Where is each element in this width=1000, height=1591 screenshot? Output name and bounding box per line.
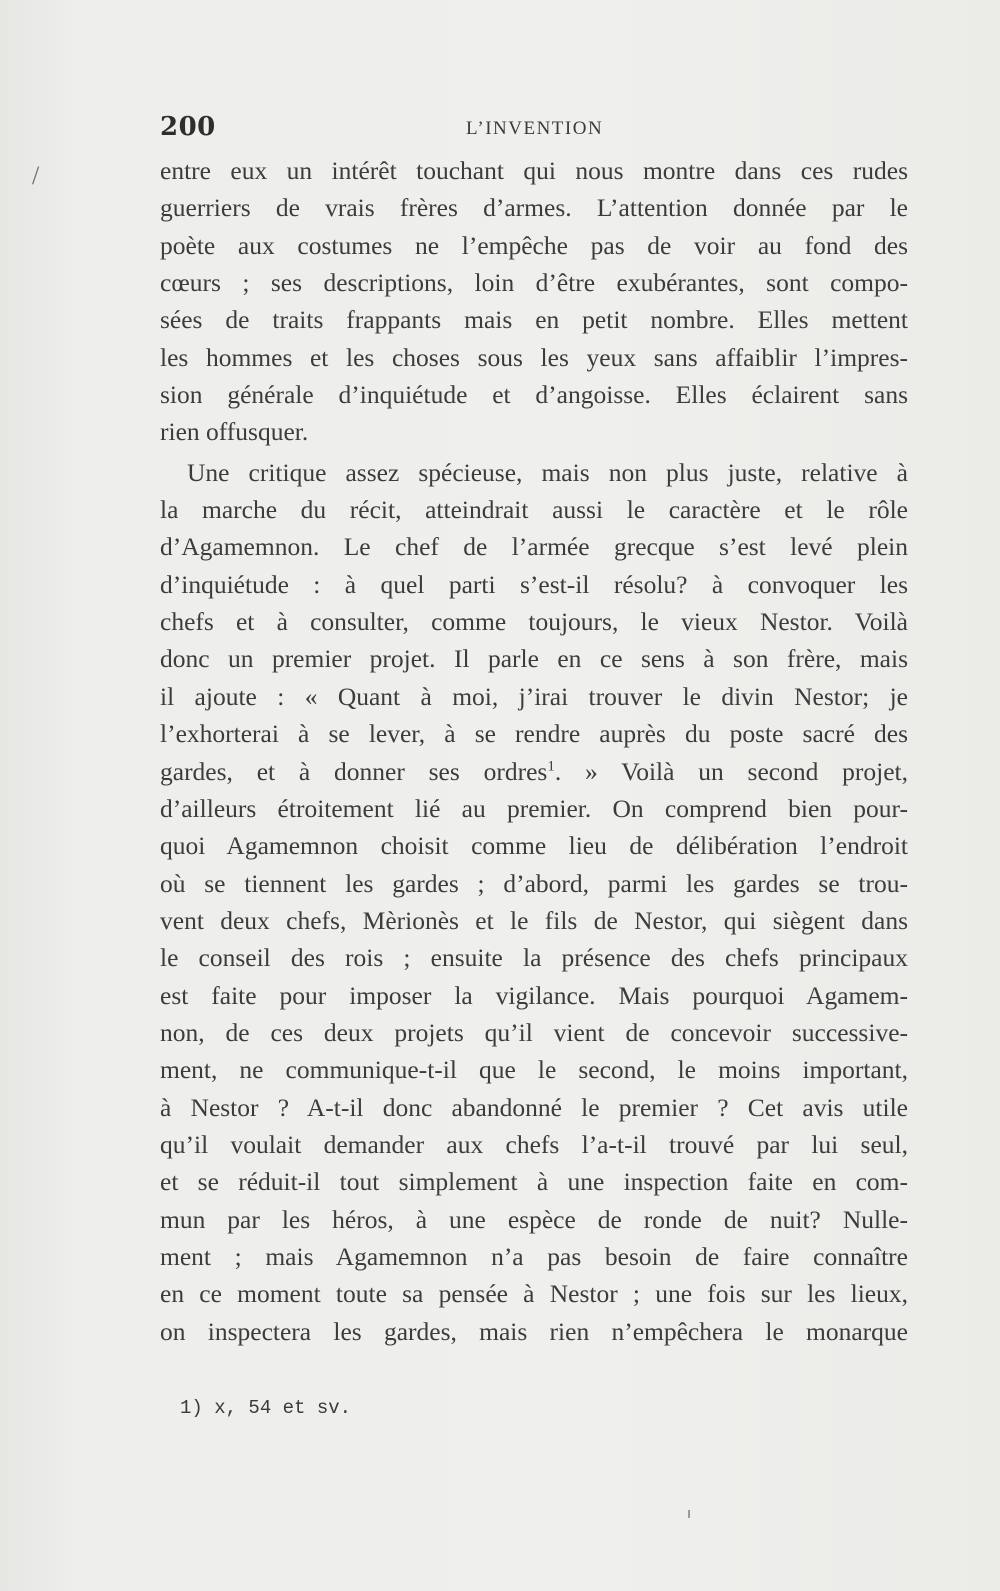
text-line: donc un premier projet. Il parle en ce sens à son frère, mais	[160, 644, 908, 674]
footnote: 1) x, 54 et sv.	[180, 1397, 352, 1419]
text-line: il ajoute : « Quant à moi, j’irai trouver le divin Nestor; je	[160, 681, 908, 711]
running-head	[160, 112, 908, 146]
text-line: non, de ces deux projets qu’il vient de concevoir successive-	[160, 1017, 908, 1047]
text-line: en ce moment toute sa pensée à Nestor ; une fois sur les lieux,	[160, 1279, 908, 1309]
text-line: Une critique assez spécieuse, mais non plus juste, relative à	[187, 457, 908, 487]
running-title: L’INVENTION	[466, 118, 604, 139]
print-speck	[688, 1510, 690, 1518]
text-line: les hommes et les choses sous les yeux sans affaiblir l’impres-	[160, 342, 908, 372]
text-line: cœurs ; ses descriptions, loin d’être exubérantes, sont compo-	[160, 268, 908, 298]
text-line: chefs et à consulter, comme toujours, le vieux Nestor. Voilà	[160, 607, 908, 637]
text-line: entre eux un intérêt touchant qui nous montre dans ces rudes	[160, 156, 908, 185]
text-line: l’exhorterai à se lever, à se rendre auprès du poste sacré des	[160, 719, 908, 749]
text-line: d’Agamemnon. Le chef de l’armée grecque s’est levé plein	[160, 532, 908, 562]
text-line: le conseil des rois ; ensuite la présence des chefs principaux	[160, 943, 908, 973]
text-line: vent deux chefs, Mèrionès et le fils de Nestor, qui siègent dans	[160, 905, 908, 935]
text-line: qu’il voulait demander aux chefs l’a-t-il trouvé par lui seul,	[160, 1129, 908, 1159]
text-line: poète aux costumes ne l’empêche pas de voir au fond des	[160, 230, 908, 260]
text-fragment: . » Voilà un second projet,	[554, 756, 908, 786]
page-number: 200	[160, 112, 216, 142]
body-text	[160, 152, 908, 1350]
text-line: ment ; mais Agamemnon n’a pas besoin de faire connaître	[160, 1241, 908, 1271]
text-line	[160, 753, 908, 790]
text-line: d’inquiétude : à quel parti s’est-il résolu? à convoquer les	[160, 569, 908, 599]
text-line: où se tiennent les gardes ; d’abord, parmi les gardes se trou-	[160, 868, 908, 898]
text-line: guerriers de vrais frères d’armes. L’attention donnée par le	[160, 193, 908, 223]
text-line: mun par les héros, à une espèce de ronde de nuit? Nulle-	[160, 1204, 908, 1234]
text-line: ment, ne communique-t-il que le second, le moins important,	[160, 1055, 908, 1085]
text-fragment: gardes, et à donner ses ordres	[160, 756, 548, 786]
text-line: d’ailleurs étroitement lié au premier. On comprend bien pour-	[160, 793, 908, 823]
text-line: sion générale d’inquiétude et d’angoisse. Elles éclairent sans	[160, 380, 908, 410]
text-line: on inspectera les gardes, mais rien n’empêchera le monarque	[160, 1316, 908, 1346]
text-line: à Nestor ? A-t-il donc abandonné le premier ? Cet avis utile	[160, 1092, 908, 1122]
text-line: et se réduit-il tout simplement à une inspection faite en com-	[160, 1167, 908, 1197]
text-line: sées de traits frappants mais en petit nombre. Elles mettent	[160, 305, 908, 335]
margin-mark: /	[32, 161, 40, 190]
text-line: rien offusquer.	[160, 417, 309, 447]
text-line: quoi Agamemnon choisit comme lieu de délibération l’endroit	[160, 831, 908, 861]
text-line: la marche du récit, atteindrait aussi le caractère et le rôle	[160, 495, 908, 525]
text-line: est faite pour imposer la vigilance. Mais pourquoi Agamem-	[160, 980, 908, 1010]
footnote-reference: 1	[547, 758, 555, 774]
